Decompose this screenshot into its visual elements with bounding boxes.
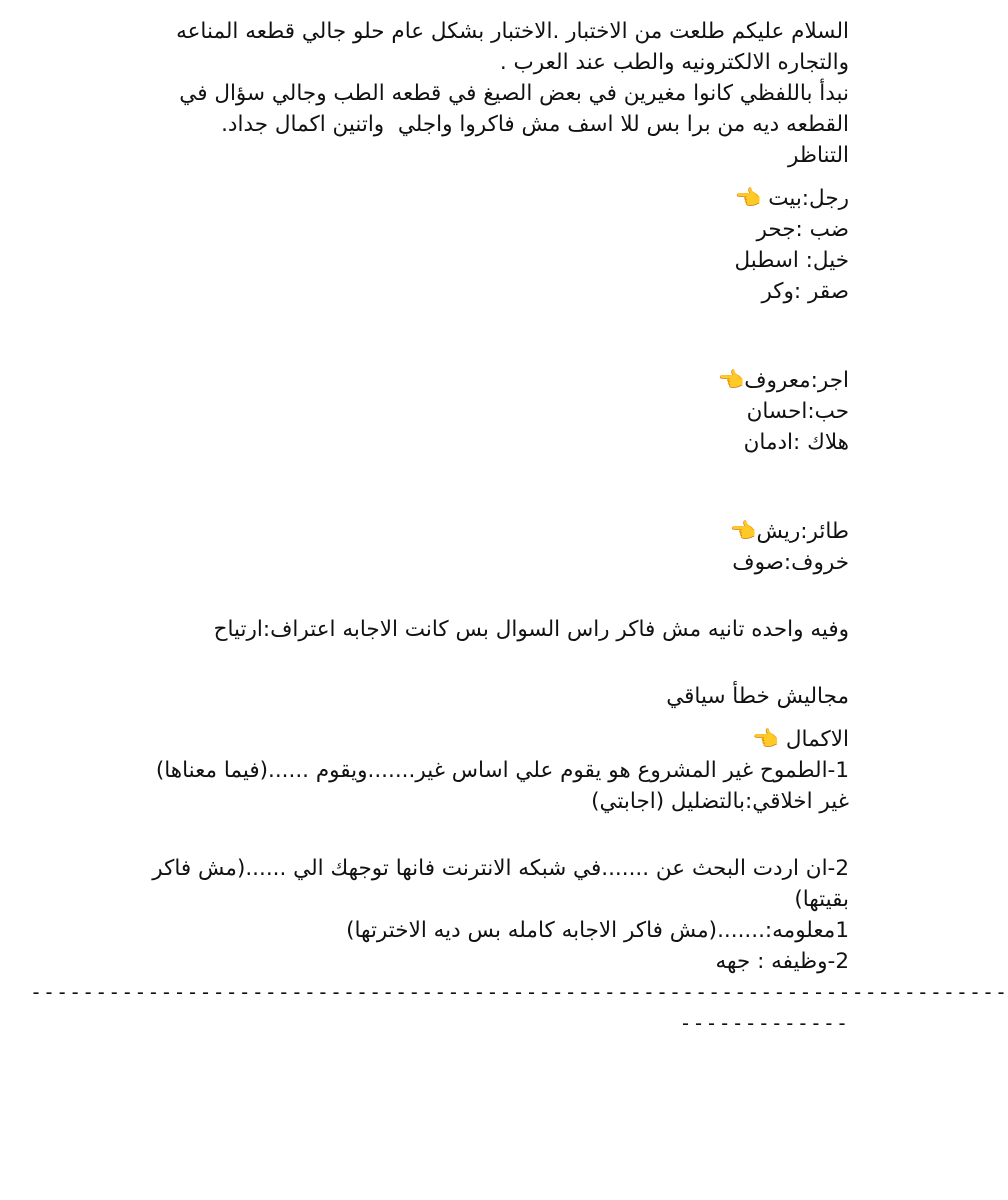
separator-line-2: ------------- (679, 1011, 849, 1035)
completion-heading: الاكمال 👈 (752, 727, 849, 752)
analogy-heading: التناظر (787, 143, 849, 168)
separator-line-1: --------------------------------------------------------------------------- (30, 980, 1008, 1004)
completion-q1-line-2: غير اخلاقي:بالتضليل (اجابتي) (591, 789, 849, 814)
intro-line-4: القطعه ديه من برا بس للا اسف مش فاكروا واجلي واتنين اكمال جداد. (221, 112, 849, 137)
intro-line-2: والتجاره الالكترونيه والطب عند العرب . (499, 50, 849, 75)
intro-line-3: نبدأ باللفظي كانوا مغيرين في بعض الصيغ في قطعه الطب وجالي سؤال في (179, 81, 849, 106)
analogy-group-1 (30, 183, 849, 307)
completion-q2-option-1: 1معلومه:.......(مش فاكر الاجابه كامله بس ديه الاخترتها) (346, 918, 849, 943)
analogy-item: طائر:ريش👈 (729, 519, 849, 544)
analogy-group-3 (30, 516, 849, 578)
intro-line-1: السلام عليكم طلعت من الاختبار .الاختبار بشكل عام حلو جالي قطعه المناعه (176, 19, 849, 44)
completion-q2-option-2: 2-وظيفه : جهه (715, 949, 849, 974)
extra-note: وفيه واحده تانيه مش فاكر راس السوال بس كانت الاجابه اعتراف:ارتياح (213, 617, 849, 642)
analogy-item: رجل:بيت 👈 (734, 186, 849, 211)
completion-section (30, 724, 849, 977)
completion-q2-line-2: بقيتها) (794, 887, 849, 912)
document-body (30, 16, 1008, 1200)
analogy-item: اجر:معروف👈 (717, 368, 849, 393)
completion-q2-line-1: 2-ان اردت البحث عن .......في شبكه الانترنت فانها توجهك الي ......(مش فاكر (152, 856, 849, 881)
analogy-item: حب:احسان (746, 399, 849, 424)
analogy-item: خروف:صوف (732, 550, 849, 575)
analogy-group-2 (30, 365, 849, 458)
analogy-item: ضب :جحر (756, 217, 849, 242)
analogy-item: خيل: اسطبل (734, 248, 849, 273)
completion-q1-line-1: 1-الطموح غير المشروع هو يقوم علي اساس غير.......ويقوم ......(فيما معناها) (155, 758, 849, 783)
analogy-item: صقر :وكر (761, 279, 849, 304)
analogy-item: هلاك :ادمان (743, 430, 849, 455)
no-contextual-error-note: مجاليش خطأ سياقي (666, 684, 849, 709)
